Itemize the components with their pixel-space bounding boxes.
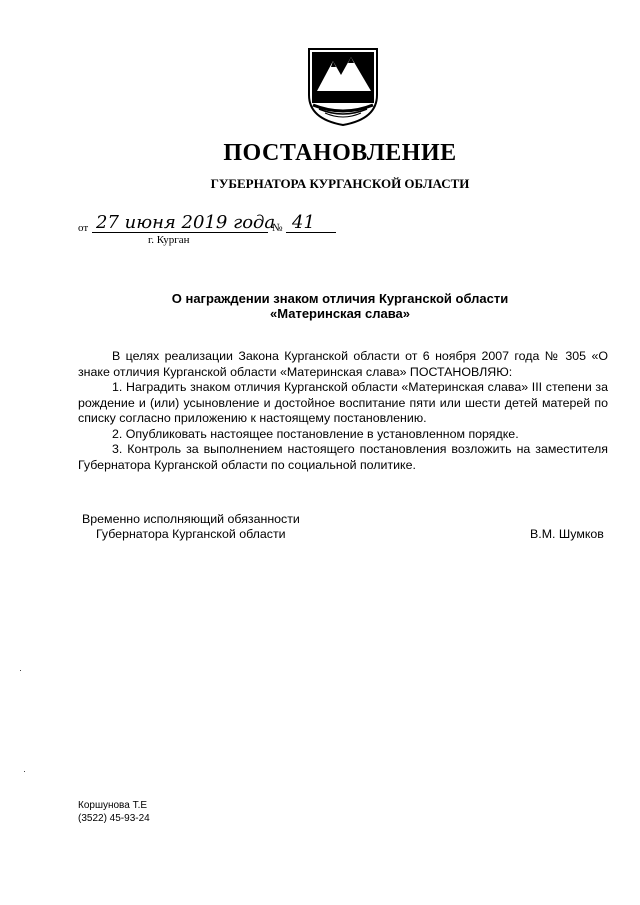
signer-position-line-2: Губернатора Курганской области — [96, 527, 286, 541]
paragraph-item-2: 2. Опубликовать настоящее постановление в установленном порядке. — [112, 426, 519, 441]
signer-position-line-1: Временно исполняющий обязанности — [82, 512, 300, 526]
date-handwritten: 27 июня 2019 года — [96, 212, 276, 233]
contact-phone: (3522) 45-93-24 — [78, 813, 150, 824]
date-prefix: от — [78, 222, 89, 234]
body-text — [78, 349, 608, 473]
document-subtitle: ГУБЕРНАТОРА КУРГАНСКОЙ ОБЛАСТИ — [210, 176, 470, 191]
heading-line-1: О награждении знаком отличия Курганской области — [171, 291, 509, 306]
number-prefix: № — [272, 222, 283, 234]
paragraph-item-3: 3. Контроль за выполнением настоящего постановления возложить на заместителя Губернатора Курганской области по социальной политике. — [78, 442, 608, 472]
paragraph-preamble: В целях реализации Закона Курганской области от 6 ноября 2007 года № 305 «О знаке отличия Курганской области «Материнская слава» ПОСТАНОВЛЯЮ: — [78, 349, 608, 379]
signer-name: В.М. Шумков — [530, 527, 604, 541]
date-line — [78, 214, 348, 238]
document-title: ПОСТАНОВЛЕНИЕ — [223, 140, 457, 166]
city: г. Курган — [148, 234, 190, 246]
heading-line-2: «Материнская слава» — [270, 306, 410, 321]
paragraph-item-1: 1. Наградить знаком отличия Курганской области «Материнская слава» III степени за рождение и (или) усыновление и достойное воспитание пяти или шести детей матерей по списку согласно приложению к настоящему постановлению. — [78, 380, 608, 425]
coat-of-arms-icon — [303, 45, 383, 127]
number-handwritten: 41 — [292, 212, 315, 233]
contact-name: Коршунова Т.Е — [78, 800, 148, 811]
